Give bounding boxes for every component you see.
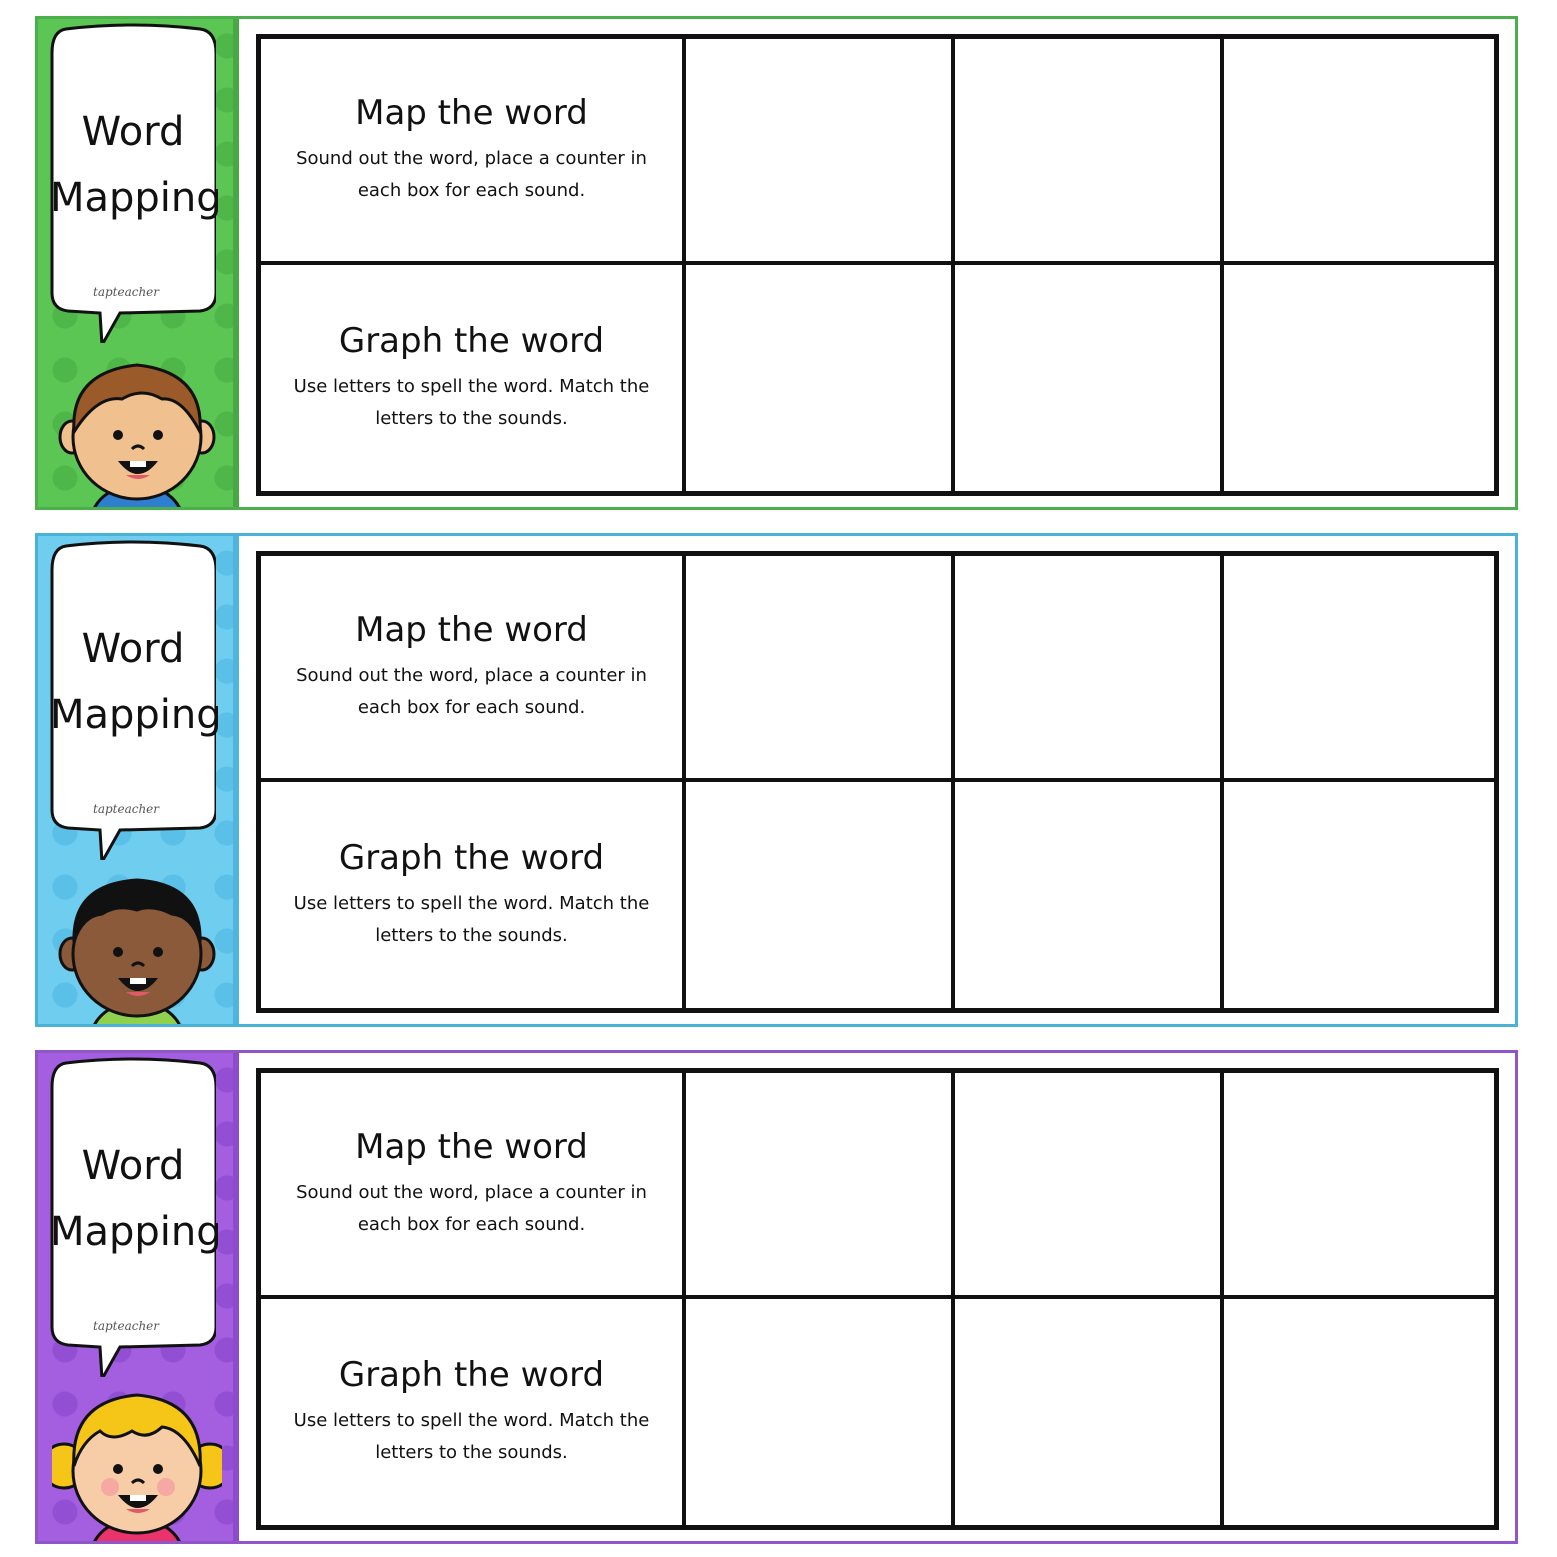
- card-title-line-2: Mapping: [50, 692, 222, 738]
- graph-box-1[interactable]: [686, 1299, 955, 1525]
- map-the-word-cell: [261, 1073, 686, 1299]
- map-box-1[interactable]: [686, 39, 955, 265]
- map-box-3[interactable]: [1224, 556, 1494, 782]
- graph-box-2[interactable]: [955, 1299, 1224, 1525]
- word-grid: [256, 34, 1499, 496]
- word-mapping-card-2: [35, 533, 1518, 1027]
- boy-brown-hair-icon: [52, 337, 222, 507]
- map-description: Sound out the word, place a counter in each box for each sound.: [296, 1182, 647, 1235]
- map-the-word-cell: [261, 556, 686, 782]
- card-title-line-1: Word: [81, 109, 185, 155]
- graph-title: Graph the word: [338, 1355, 605, 1395]
- card-title: [50, 99, 222, 231]
- graph-title: Graph the word: [338, 321, 605, 361]
- word-grid: [256, 551, 1499, 1013]
- map-box-1[interactable]: [686, 556, 955, 782]
- graph-box-3[interactable]: [1224, 782, 1494, 1008]
- map-box-3[interactable]: [1224, 39, 1494, 265]
- map-box-1[interactable]: [686, 1073, 955, 1299]
- word-mapping-card-1: [35, 16, 1518, 510]
- card-title-line-2: Mapping: [50, 175, 222, 221]
- graph-box-2[interactable]: [955, 265, 1224, 491]
- graph-box-3[interactable]: [1224, 1299, 1494, 1525]
- card-title: [50, 1133, 222, 1265]
- girl-blonde-pigtails-icon: [52, 1371, 222, 1541]
- map-description: Sound out the word, place a counter in each box for each sound.: [296, 665, 647, 718]
- graph-the-word-cell: [261, 265, 686, 491]
- brand-logo: tapteacher: [93, 802, 160, 816]
- word-mapping-card-3: [35, 1050, 1518, 1544]
- graph-box-2[interactable]: [955, 782, 1224, 1008]
- map-description: Sound out the word, place a counter in each box for each sound.: [296, 148, 647, 201]
- card-side-panel: [38, 19, 239, 507]
- word-grid: [256, 1068, 1499, 1530]
- graph-the-word-cell: [261, 782, 686, 1008]
- graph-title: Graph the word: [338, 838, 605, 878]
- card-title-line-2: Mapping: [50, 1209, 222, 1255]
- brand-logo: tapteacher: [93, 285, 160, 299]
- graph-description: Use letters to spell the word. Match the letters to the sounds.: [293, 1410, 650, 1463]
- graph-box-3[interactable]: [1224, 265, 1494, 491]
- map-box-2[interactable]: [955, 1073, 1224, 1299]
- map-title: Map the word: [355, 1127, 588, 1167]
- card-side-panel: [38, 1053, 239, 1541]
- graph-description: Use letters to spell the word. Match the letters to the sounds.: [293, 893, 650, 946]
- brand-logo: tapteacher: [93, 1319, 160, 1333]
- map-title: Map the word: [355, 610, 588, 650]
- map-title: Map the word: [355, 93, 588, 133]
- card-title-line-1: Word: [81, 1143, 185, 1189]
- map-box-2[interactable]: [955, 39, 1224, 265]
- card-side-panel: [38, 536, 239, 1024]
- card-title-line-1: Word: [81, 626, 185, 672]
- map-box-2[interactable]: [955, 556, 1224, 782]
- graph-the-word-cell: [261, 1299, 686, 1525]
- graph-box-1[interactable]: [686, 782, 955, 1008]
- graph-description: Use letters to spell the word. Match the letters to the sounds.: [293, 376, 650, 429]
- boy-curly-black-hair-icon: [52, 854, 222, 1024]
- graph-box-1[interactable]: [686, 265, 955, 491]
- card-title: [50, 616, 222, 748]
- map-the-word-cell: [261, 39, 686, 265]
- map-box-3[interactable]: [1224, 1073, 1494, 1299]
